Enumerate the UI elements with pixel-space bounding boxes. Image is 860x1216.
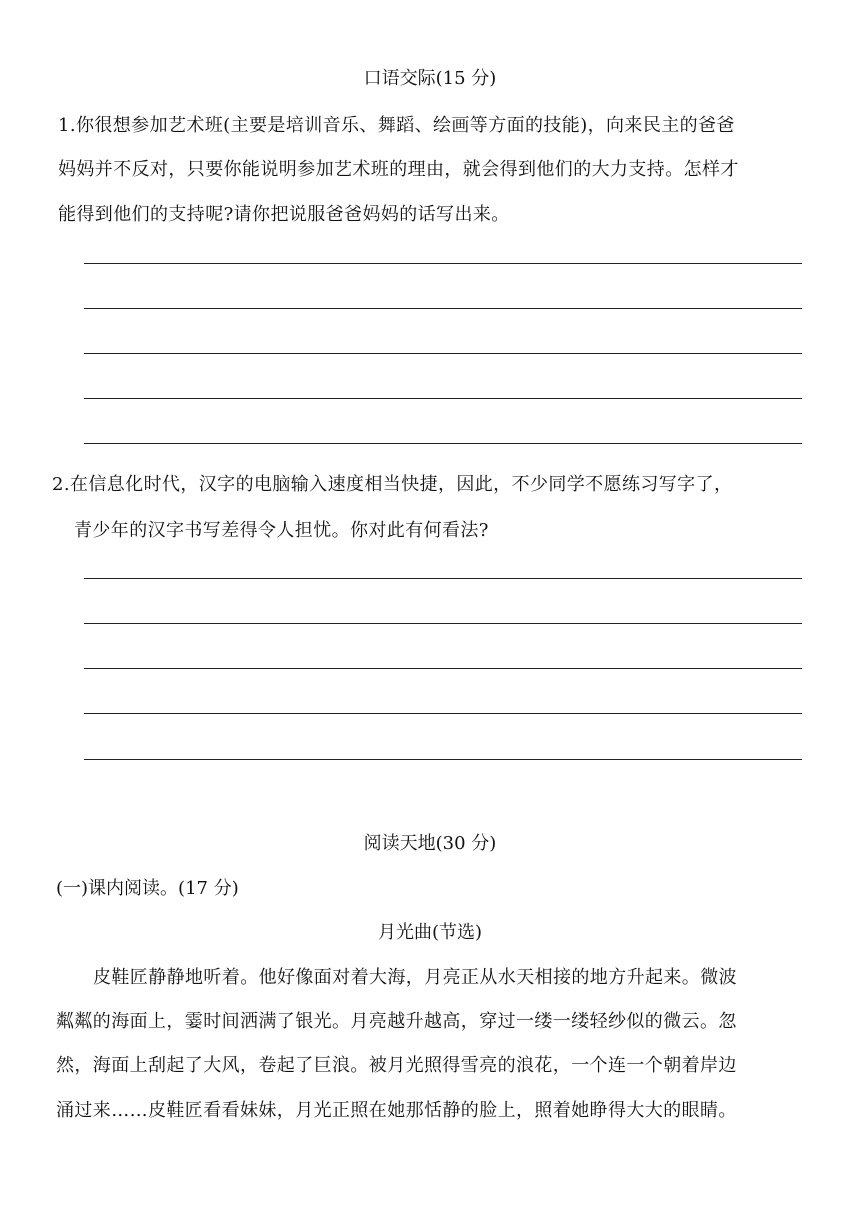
q1-answer-line[interactable] <box>84 308 802 309</box>
q2-answer-line[interactable] <box>84 578 802 579</box>
q2-answer-line[interactable] <box>84 668 802 669</box>
q2-answer-line[interactable] <box>84 623 802 624</box>
section-heading-oral: 口语交际(15 分) <box>363 68 497 89</box>
q1-answer-line[interactable] <box>84 443 802 444</box>
passage-line-1: 皮鞋匠静静地听着。他好像面对着大海，月亮正从水天相接的地方升起来。微波 <box>93 967 737 988</box>
section-heading-reading: 阅读天地(30 分) <box>363 833 497 854</box>
q1-answer-line[interactable] <box>84 398 802 399</box>
q1-answer-line[interactable] <box>84 353 802 354</box>
q1-line-2: 妈妈并不反对，只要你能说明参加艺术班的理由，就会得到他们的大力支持。怎样才 <box>58 159 739 180</box>
subsection-heading: (一)课内阅读。(17 分) <box>56 878 239 899</box>
q2-answer-line[interactable] <box>84 759 802 760</box>
passage-line-4: 涌过来……皮鞋匠看看妹妹，月光正照在她那恬静的脸上，照着她睁得大大的眼睛。 <box>56 1100 737 1121</box>
q2-answer-line[interactable] <box>84 713 802 714</box>
q1-line-3: 能得到他们的支持呢?请你把说服爸爸妈妈的话写出来。 <box>58 204 510 225</box>
passage-line-3: 然，海面上刮起了大风，卷起了巨浪。被月光照得雪亮的浪花，一个连一个朝着岸边 <box>56 1055 737 1076</box>
q2-line-2: 青少年的汉字书写差得令人担忧。你对此有何看法? <box>74 520 489 541</box>
q1-answer-line[interactable] <box>84 263 802 264</box>
q1-line-1: 1.你很想参加艺术班(主要是培训音乐、舞蹈、绘画等方面的技能)，向来民主的爸爸 <box>58 115 735 136</box>
passage-line-2: 粼粼的海面上，霎时间洒满了银光。月亮越升越高，穿过一缕一缕轻纱似的微云。忽 <box>56 1011 737 1032</box>
passage-title: 月光曲(节选) <box>377 922 483 943</box>
q2-line-1: 2.在信息化时代，汉字的电脑输入速度相当快捷，因此，不少同学不愿练习写字了， <box>52 474 733 495</box>
